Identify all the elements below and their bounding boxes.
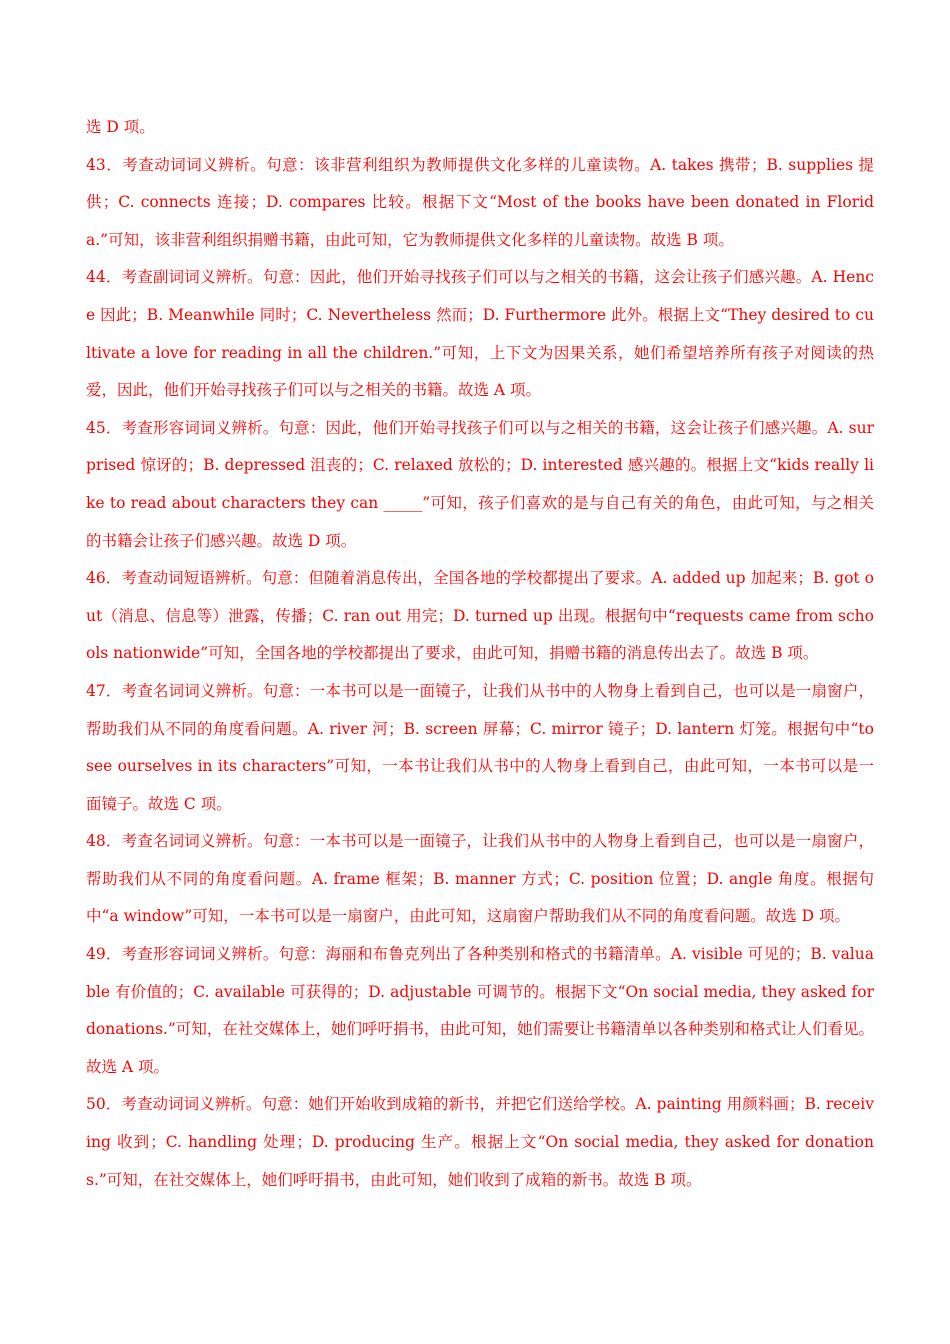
- paragraph-item-43: 43．考查动词词义辨析。句意：该非营利组织为教师提供文化多样的儿童读物。A. takes 携带；B. supplies 提供；C. connects 连接；D. compares 比较。根据下文“Most of the books have been donated in Florida.”可知，该非营利组织捐赠书籍，由此可知，它为教师提供文化多样的儿童读物。故选 B 项。: [86, 155, 874, 249]
- paragraph-continuation-42: 选 D 项。: [86, 118, 155, 136]
- paragraph-item-49: 49．考查形容词词义辨析。句意：海丽和布鲁克列出了各种类别和格式的书籍清单。A. visible 可见的；B. valuable 有价值的；C. available 可获得的；D. adjustable 可调节的。根据下文“On social media, they asked for donations.”可知，在社交媒体上，她们呼吁捐书，由此可知，她们需要让书籍清单以各种类别和格式让人们看见。故选 A 项。: [86, 945, 874, 1076]
- paragraph-item-46: 46．考查动词短语辨析。句意：但随着消息传出，全国各地的学校都提出了要求。A. added up 加起来；B. got out（消息、信息等）泄露，传播；C. ran out 用完；D. turned up 出现。根据句中“requests came from schools nationwide”可知，全国各地的学校都提出了要求，由此可知，捐赠书籍的消息传出去了。故选 B 项。: [86, 569, 874, 663]
- paragraph-item-50: 50．考查动词词义辨析。句意：她们开始收到成箱的新书，并把它们送给学校。A. painting 用颜料画；B. receiving 收到；C. handling 处理；D. producing 生产。根据上文“On social media, they asked for donations.”可知，在社交媒体上，她们呼吁捐书，由此可知，她们收到了成箱的新书。故选 B 项。: [86, 1095, 874, 1189]
- paragraph-item-48: 48．考查名词词义辨析。句意：一本书可以是一面镜子，让我们从书中的人物身上看到自己，也可以是一扇窗户，帮助我们从不同的角度看问题。A. frame 框架；B. manner 方式；C. position 位置；D. angle 角度。根据句中“a window”可知，一本书可以是一扇窗户，由此可知，这扇窗户帮助我们从不同的角度看问题。故选 D 项。: [86, 832, 874, 926]
- paragraph-item-47: 47．考查名词词义辨析。句意：一本书可以是一面镜子，让我们从书中的人物身上看到自己，也可以是一扇窗户，帮助我们从不同的角度看问题。A. river 河；B. screen 屏幕；C. mirror 镜子；D. lantern 灯笼。根据句中“to see ourselves in its characters”可知，一本书让我们从书中的人物身上看到自己，由此可知，一本书可以是一面镜子。故选 C 项。: [86, 681, 874, 813]
- paragraph-item-44: 44．考查副词词义辨析。句意：因此，他们开始寻找孩子们可以与之相关的书籍，这会让孩子们感兴趣。A. Hence 因此；B. Meanwhile 同时；C. Nevertheless 然而；D. Furthermore 此外。根据上文“They desired to cultivate a love for reading in all the children.”可知，上下文为因果关系，她们希望培养所有孩子对阅读的热爱，因此，他们开始寻找孩子们可以与之相关的书籍。故选 A 项。: [86, 268, 874, 400]
- answer-explanations: [86, 109, 874, 1199]
- paragraph-item-45: 45．考查形容词词义辨析。句意：因此，他们开始寻找孩子们可以与之相关的书籍，这会让孩子们感兴趣。A. surprised 惊讶的；B. depressed 沮丧的；C. relaxed 放松的；D. interested 感兴趣的。根据上文“kids really like to read about characters they can _____”可知，孩子们喜欢的是与自己有关的角色，由此可知，与之相关的书籍会让孩子们感兴趣。故选 D 项。: [86, 418, 874, 550]
